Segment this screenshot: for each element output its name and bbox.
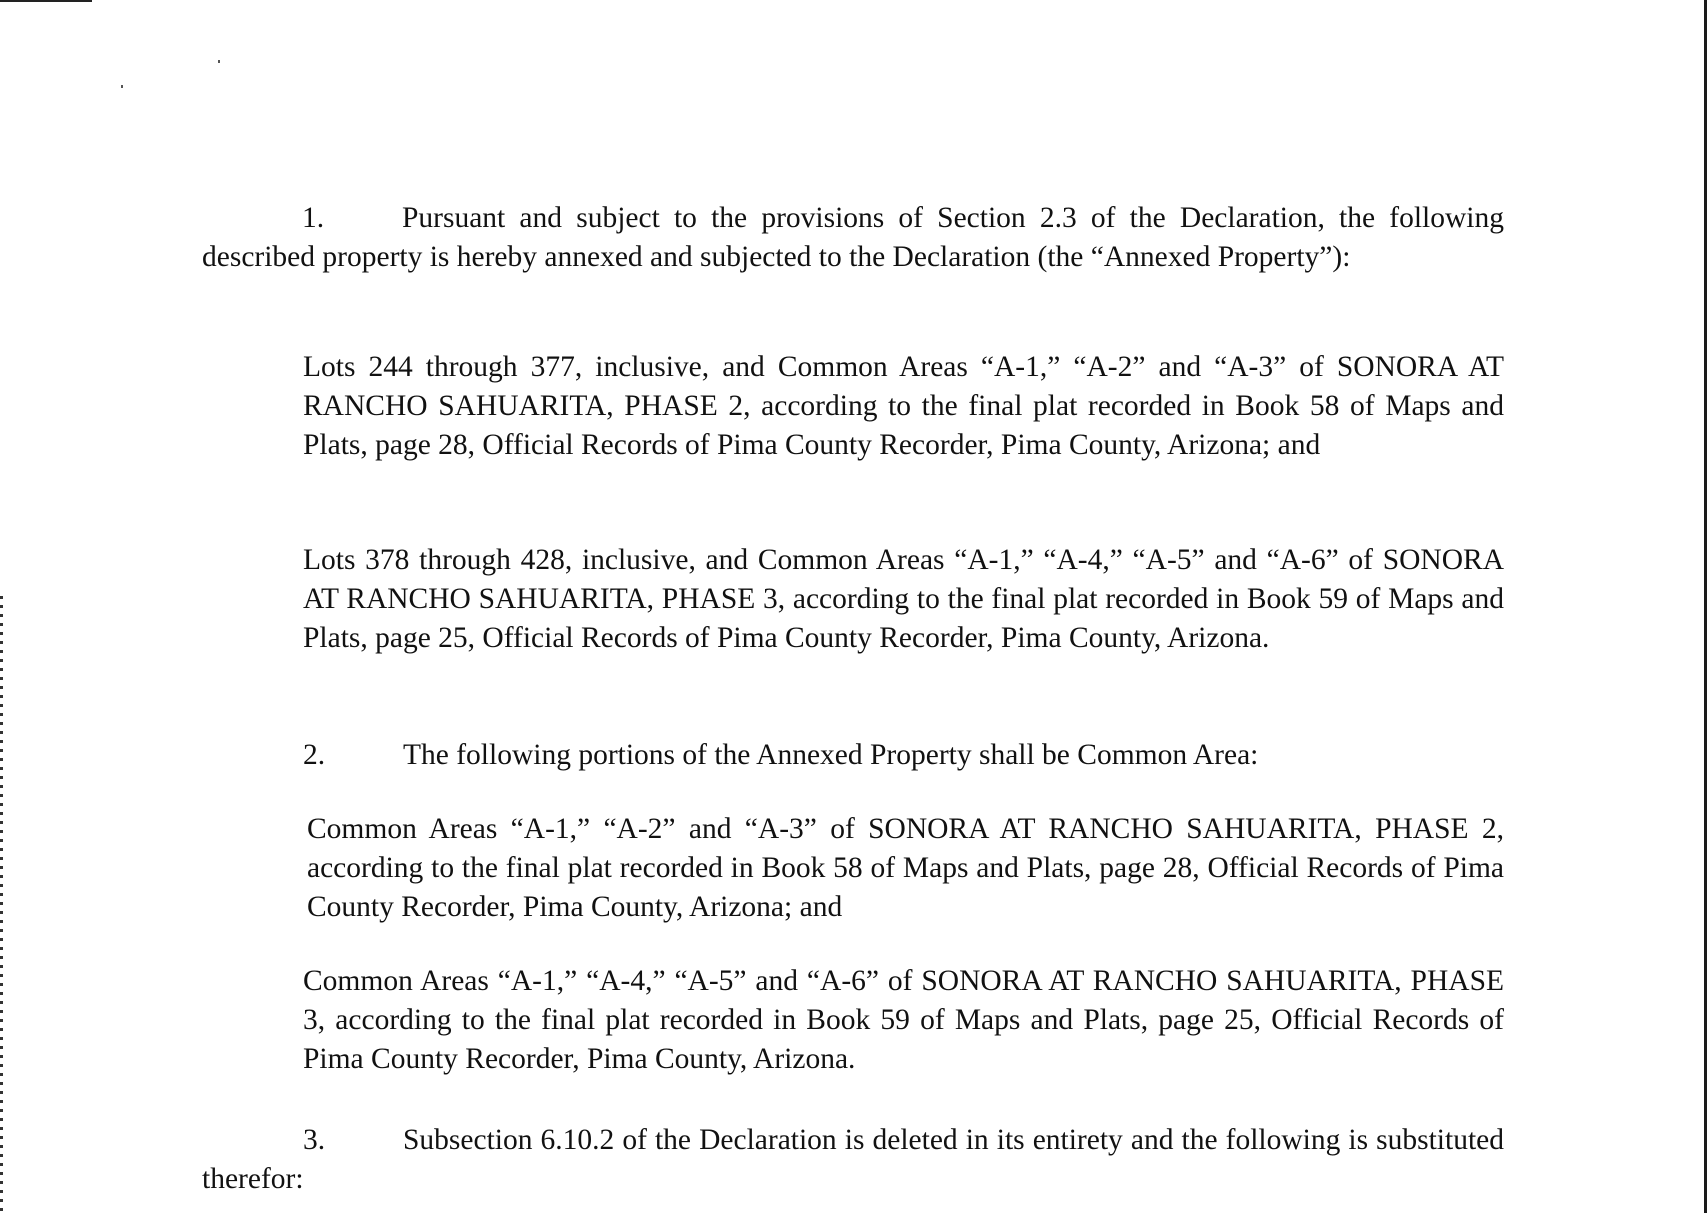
scan-edge-mark — [0, 596, 3, 1213]
common-area-description-phase-3: Common Areas “A-1,” “A-4,” “A-5” and “A-6” of SONORA AT RANCHO SAHUARITA, PHASE 3, according to the final plat recorded in Book 59 of Maps and Plats, page 25, Official Records of Pima County Recorder, Pima County, Arizona. — [303, 965, 1504, 1075]
scan-speck — [121, 85, 123, 88]
paragraph-1 — [202, 199, 1504, 277]
scan-speck — [218, 60, 220, 63]
paragraph-2-number: 2. — [303, 739, 326, 771]
paragraph-3-text: Subsection 6.10.2 of the Declaration is deleted in its entirety and the following is substituted therefor: — [202, 1124, 1504, 1195]
paragraph-3 — [202, 1121, 1504, 1199]
common-area-description-phase-2: Common Areas “A-1,” “A-2” and “A-3” of SONORA AT RANCHO SAHUARITA, PHASE 2, according to the final plat recorded in Book 58 of Maps and Plats, page 28, Official Records of Pima County Recorder, Pima County, Arizona; and — [307, 813, 1504, 923]
paragraph-2 — [303, 736, 1504, 775]
property-description-phase-3: Lots 378 through 428, inclusive, and Common Areas “A-1,” “A-4,” “A-5” and “A-6” of SONORA AT RANCHO SAHUARITA, PHASE 3, according to the final plat recorded in Book 59 of Maps and Plats, page 25, Official Records of Pima County Recorder, Pima County, Arizona. — [303, 544, 1504, 654]
paragraph-1-number: 1. — [302, 202, 325, 234]
paragraph-1-text: Pursuant and subject to the provisions of Section 2.3 of the Declaration, the following described property is hereby annexed and subjected to the Declaration (the “Annexed Property”): — [202, 202, 1504, 273]
property-description-phase-2: Lots 244 through 377, inclusive, and Common Areas “A-1,” “A-2” and “A-3” of SONORA AT RANCHO SAHUARITA, PHASE 2, according to the final plat recorded in Book 58 of Maps and Plats, page 28, Official Records of Pima County Recorder, Pima County, Arizona; and — [303, 351, 1504, 461]
scan-edge-mark — [0, 0, 92, 2]
paragraph-3-number: 3. — [303, 1124, 326, 1156]
paragraph-2-text: The following portions of the Annexed Property shall be Common Area: — [403, 739, 1259, 771]
